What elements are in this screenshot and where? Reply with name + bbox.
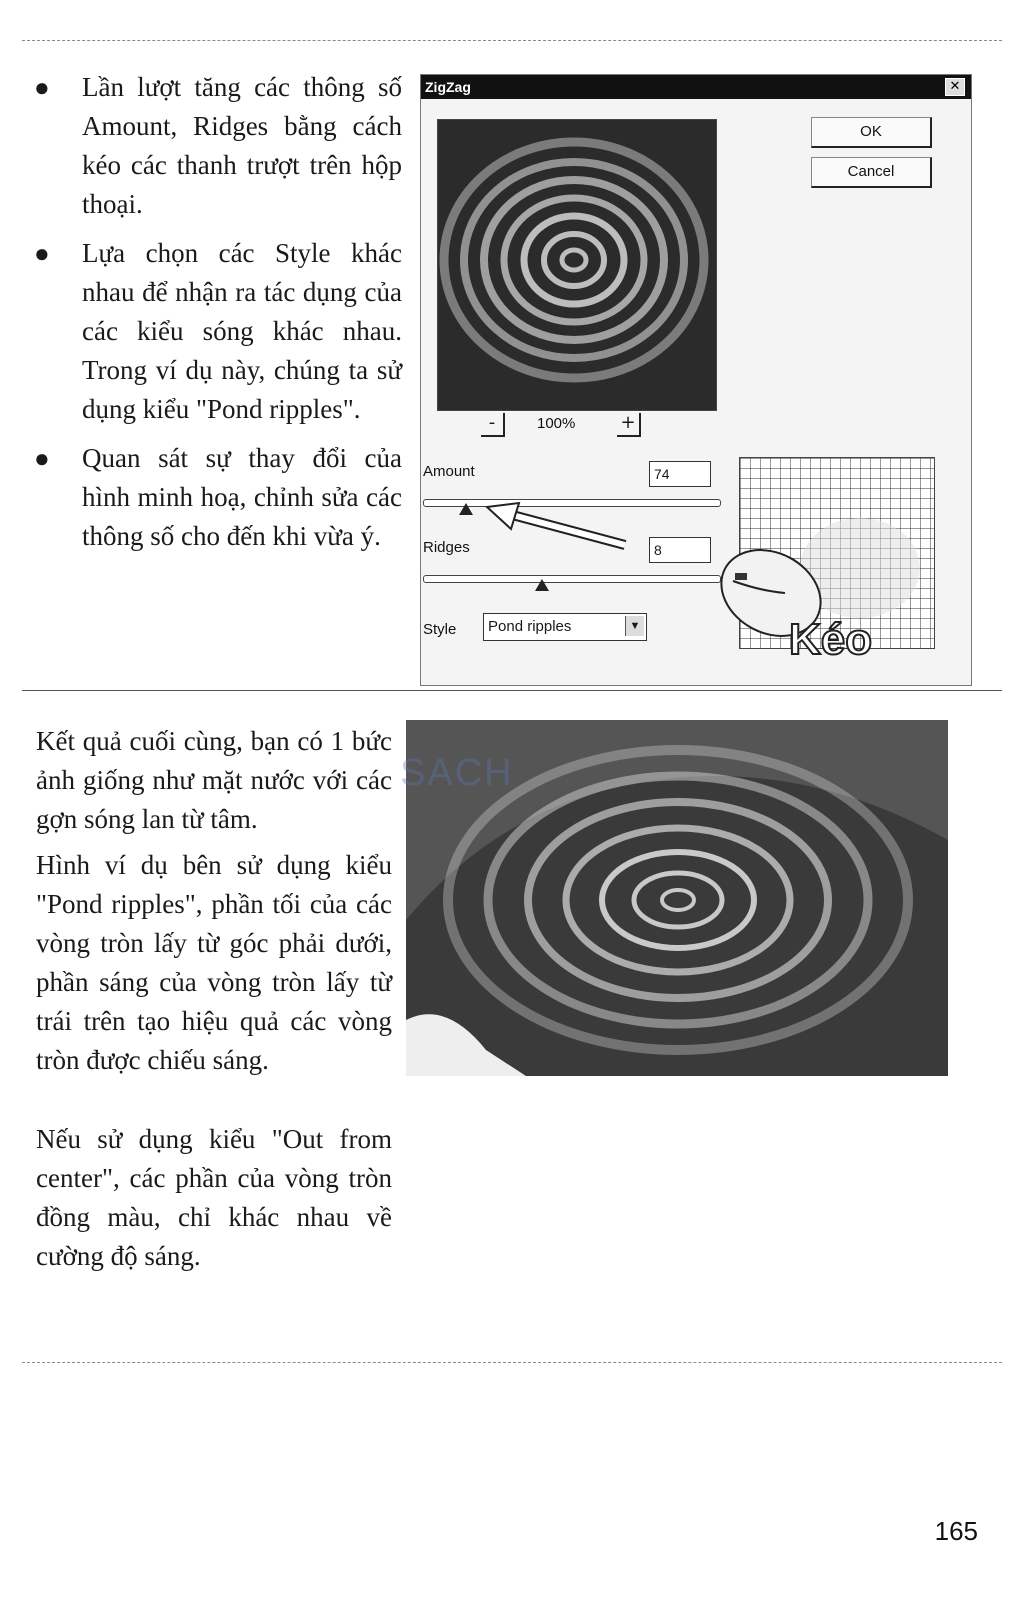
- zoom-level: 100%: [537, 415, 576, 432]
- cancel-button[interactable]: Cancel: [811, 157, 932, 188]
- result-paragraph: Kết quả cuối cùng, bạn có 1 bức ảnh giống như mặt nước với các gợn sóng lan từ tâm.: [36, 726, 392, 834]
- bullet-icon: ●: [34, 239, 50, 268]
- section-divider: [22, 690, 1002, 691]
- dialog-titlebar: [421, 75, 971, 99]
- drag-arrow-icon: [475, 495, 635, 555]
- ridges-slider-thumb[interactable]: [535, 579, 549, 591]
- ok-button[interactable]: OK: [811, 117, 932, 148]
- preview-image: [437, 119, 717, 411]
- zigzag-dialog: [420, 74, 972, 686]
- zoom-out-button[interactable]: -: [481, 413, 505, 437]
- amount-label: Amount: [423, 463, 475, 480]
- style-label: Style: [423, 621, 457, 638]
- style-select[interactable]: [483, 613, 647, 641]
- ridges-field[interactable]: 8: [649, 537, 711, 563]
- list-item: ● Lần lượt tăng các thông số Amount, Ridges bằng cách kéo các thanh trượt trên hộp thoại.: [30, 68, 402, 224]
- list-item: ● Lựa chọn các Style khác nhau để nhận ra tác dụng của các kiểu sóng khác nhau. Trong ví dụ này, chúng ta sử dụng kiểu "Pond ripples".: [30, 234, 402, 429]
- bullet-icon: ●: [34, 73, 50, 102]
- ripple-preview-graphic: [438, 120, 716, 410]
- amount-field[interactable]: 74: [649, 461, 711, 487]
- ridges-slider-track[interactable]: [423, 575, 721, 583]
- dialog-title: ZigZag: [425, 79, 471, 95]
- close-button[interactable]: ✕: [945, 78, 965, 96]
- drag-caption: Kéo: [789, 615, 873, 664]
- example-paragraph: Hình ví dụ bên sử dụng kiểu "Pond ripples", phần tối của các vòng tròn lấy từ góc phải dưới, phần sáng của vòng tròn lấy từ trái trên tạo hiệu quả các vòng tròn được chiếu sáng.: [36, 850, 392, 1075]
- top-rule: [22, 40, 1002, 41]
- style-select-value: Pond ripples: [488, 618, 572, 635]
- zoom-in-button[interactable]: +: [617, 413, 641, 437]
- ridges-label: Ridges: [423, 539, 470, 556]
- variant-paragraph: Nếu sử dụng kiểu "Out from center", các phần của vòng tròn đồng màu, chỉ khác nhau về cường độ sáng.: [36, 1124, 392, 1271]
- instruction-list: [30, 68, 402, 566]
- page-number: 165: [934, 1516, 978, 1546]
- watermark: SACH: [400, 752, 514, 794]
- list-item: ● Quan sát sự thay đổi của hình minh hoạ, chỉnh sửa các thông số cho đến khi vừa ý.: [30, 439, 402, 556]
- bottom-rule: [22, 1362, 1002, 1363]
- bullet-icon: ●: [34, 444, 50, 473]
- amount-slider-thumb[interactable]: [459, 503, 473, 515]
- chevron-down-icon: ▼: [625, 616, 644, 636]
